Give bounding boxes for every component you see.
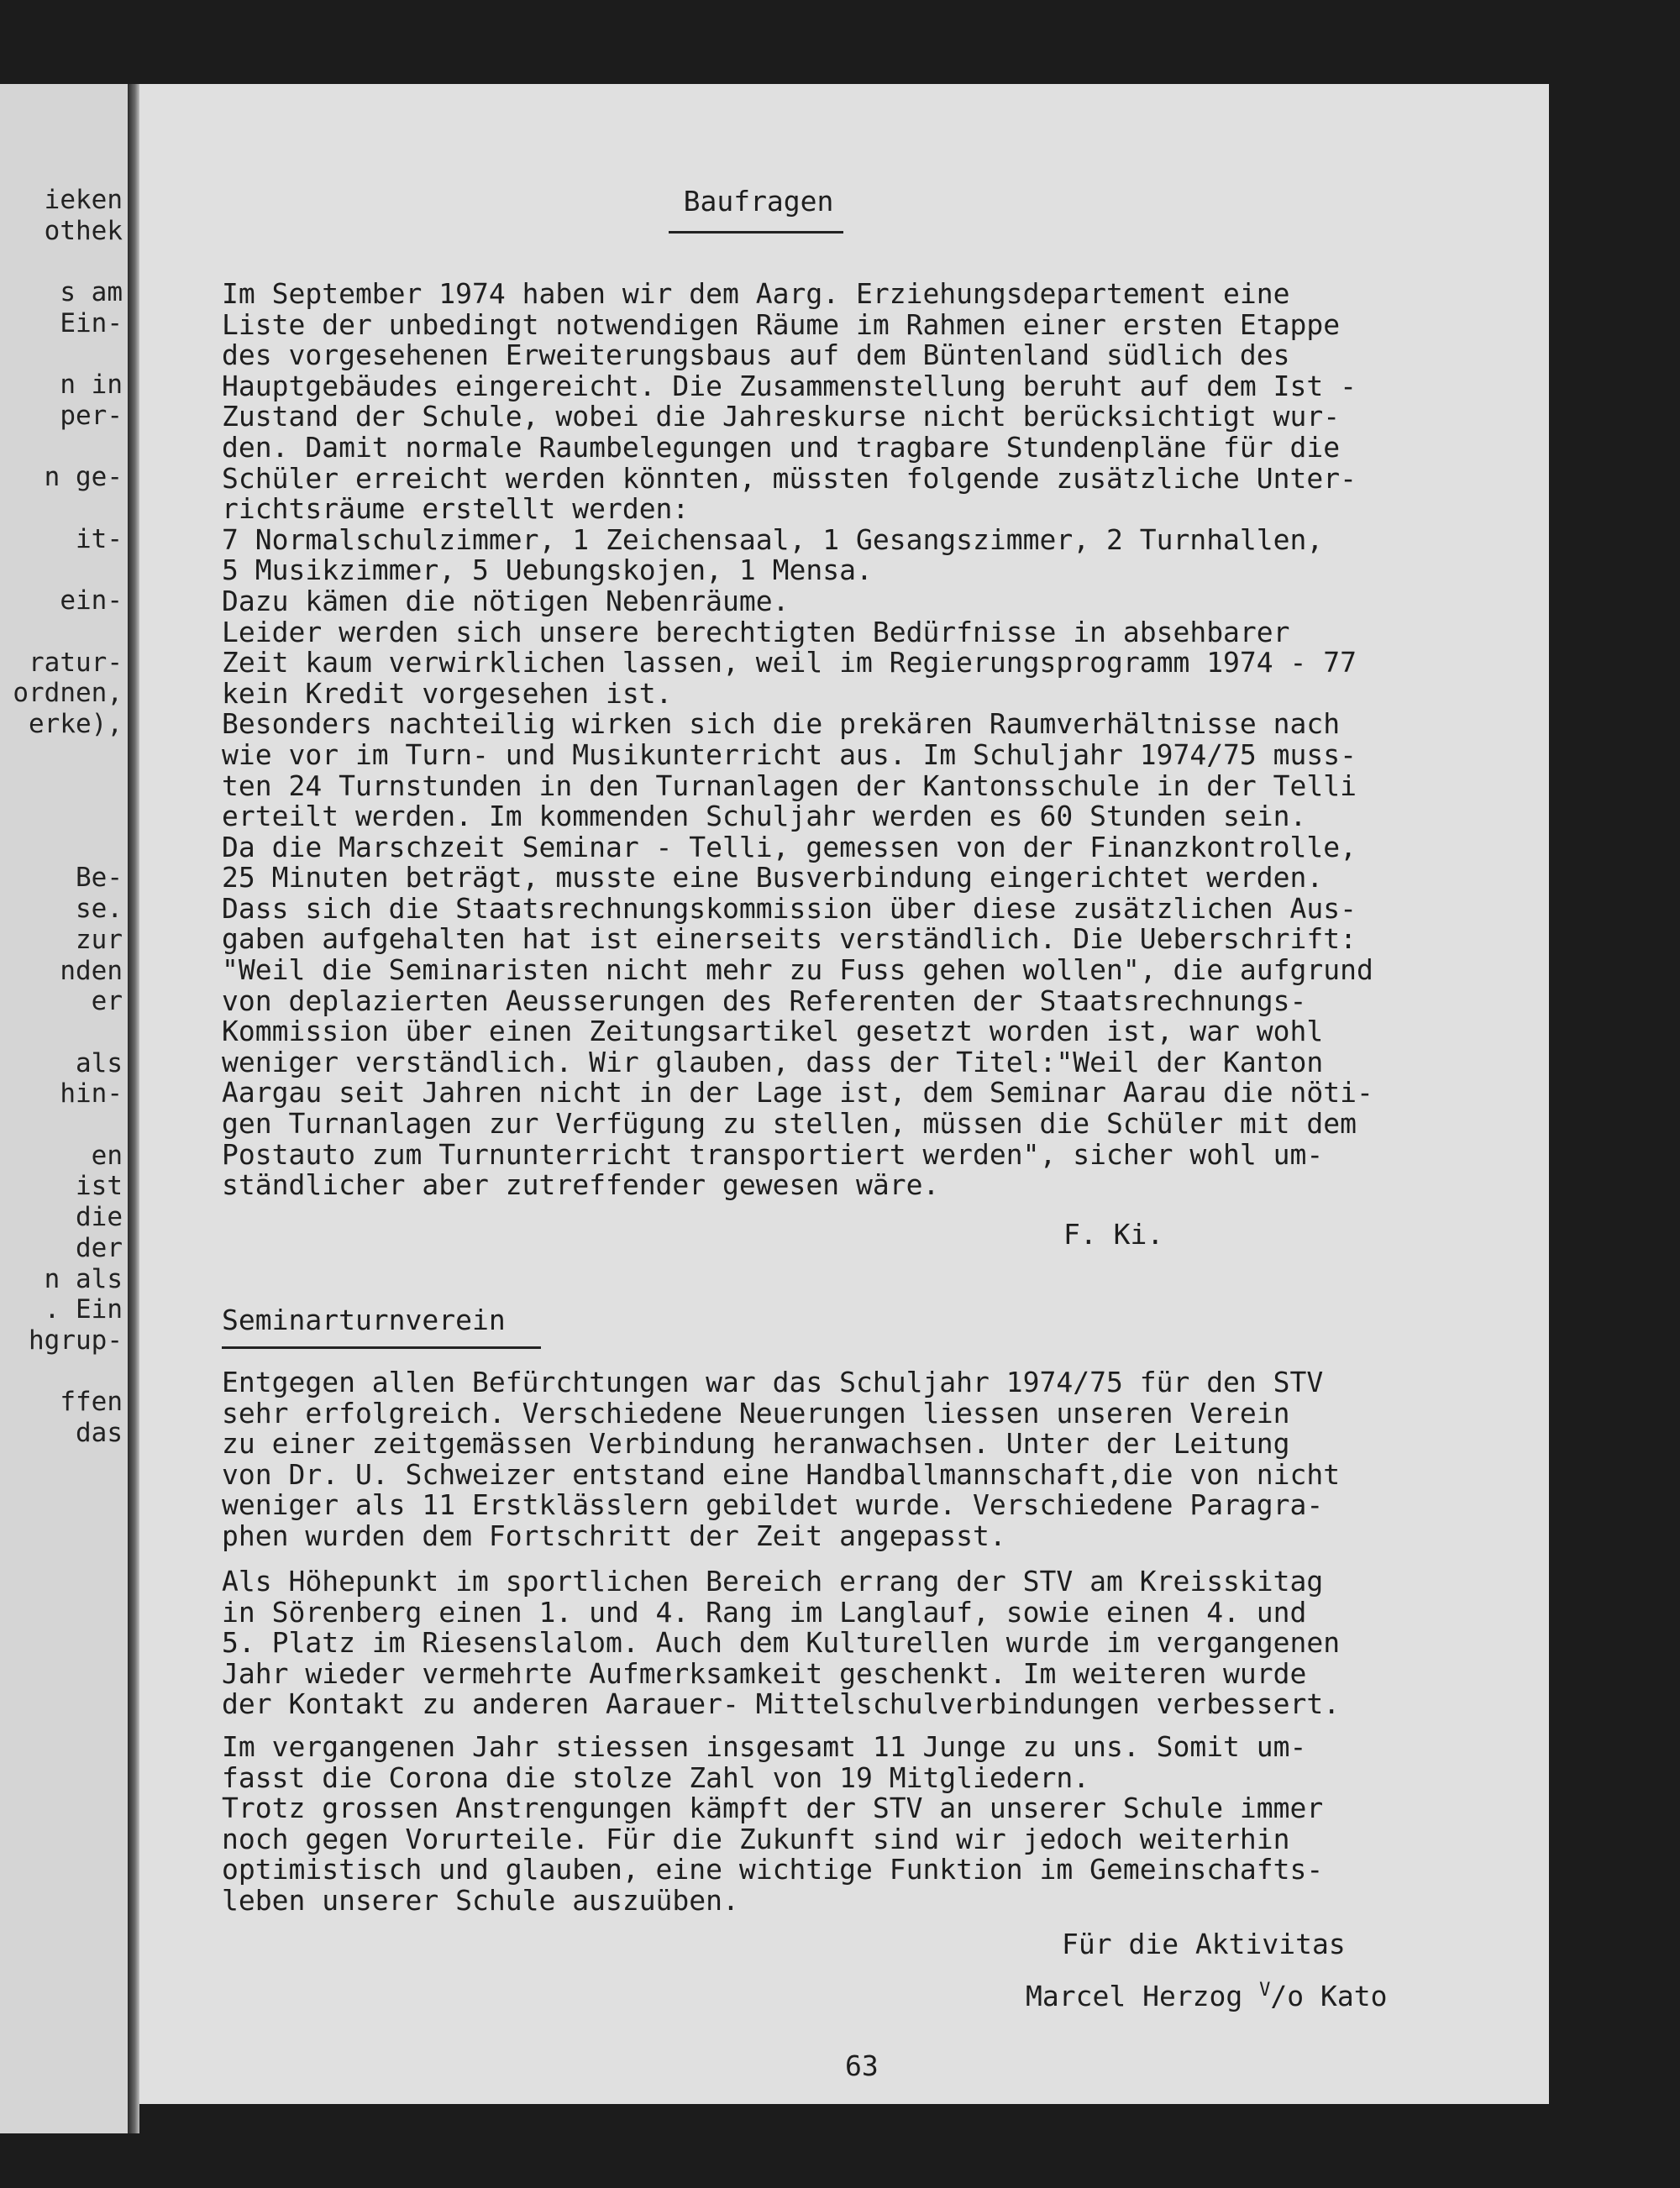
left-page-fragment: n in	[60, 370, 123, 401]
paragraph-hoehepunkt: Als Höhepunkt im sportlichen Bereich errang der STV am Kreisskitag in Sörenberg einen 1. und 4. Rang im Langlauf, sowie einen 4. und 5. Platz im Riesenslalom. Auch dem Kulturellen wurde im vergangenen Jahr wieder vermehrte Aufmerksamkeit geschenkt. Im weiteren wurde der Kontakt zu anderen Aarauer- Mittelschulverbindungen verbessert.	[222, 1565, 1341, 1721]
left-page-fragment: als	[76, 1047, 123, 1078]
left-page-fragment: it-	[76, 523, 123, 554]
left-page-fragment: ffen	[60, 1387, 123, 1418]
signature-vulgo: /o Kato	[1270, 1980, 1388, 2012]
left-page-fragment: hgrup-	[29, 1325, 123, 1356]
left-page-fragment: zur	[76, 924, 123, 955]
left-page-edge	[0, 84, 133, 2133]
left-page-fragment: se.	[76, 894, 123, 925]
left-page-fragment: Ein-	[60, 307, 123, 338]
paragraph-mitglieder: Im vergangenen Jahr stiessen insgesamt 11 Junge zu uns. Somit um- fasst die Corona die stolze Zahl von 19 Mitgliedern. Trotz grossen Anstrengungen kämpft der STV an unserer Schule immer noch gegen Vorurteile. Für die Zukunft sind wir jedoch weiterhin optimistisch und glauben, eine wichtige Funktion im Gemeinschafts- leben unserer Schule auszuüben.	[222, 1730, 1324, 1917]
article-title-seminarturnverein: Seminarturnverein	[222, 1304, 506, 1336]
signature-f-ki: F. Ki.	[1063, 1218, 1164, 1251]
paragraph-erfolge: Entgegen allen Befürchtungen war das Schuljahr 1974/75 für den STV sehr erfolgreich. Verschiedene Neuerungen liessen unseren Verein zu einer zeitgemässen Verbindung heranwachsen. Unter der Leitung von Dr. U. Schweizer entstand eine Handballmannschaft,die von nicht weniger als 11 Erstklässlern gebildet wurde. Verschiedene Paragra- phen wurden dem Fortschritt der Zeit angepasst.	[222, 1366, 1341, 1552]
signature-person: Marcel Herzog	[1026, 1980, 1243, 2012]
left-page-fragment: das	[76, 1418, 123, 1448]
left-page-fragment: ieken	[44, 185, 123, 215]
left-page-fragment: per-	[60, 400, 123, 431]
signature-aktivitas: Für die Aktivitas	[1062, 1928, 1346, 1960]
article-body-baufragen: Im September 1974 haben wir dem Aarg. Erziehungsdepartement eine Liste der unbedingt notwendigen Räume im Rahmen einer ersten Etappe des vorgesehenen Erweiterungsbaus auf dem Büntenland südlich des Hauptgebäudes eingereicht. Die Zusammenstellung beruht auf dem Ist - Zustand der Schule, wobei die Jahreskurse nicht berücksichtigt wur- den. Damit normale Raumbelegungen und tragbare Stundenpläne für die Schüler erreicht werden könnten, müssten folgende zusätzliche Unter- richtsräume erstellt werden: 7 Normalschulzimmer, 1 Zeichensaal, 1 Gesangszimmer, 2 Turnhallen, 5 Musikzimmer, 5 Uebungskojen, 1 Mensa. Dazu kämen die nötigen Nebenräume. Leider werden sich unsere berechtigten Bedürfnisse in absehbarer Zeit kaum verwirklichen lassen, weil im Regierungsprogramm 1974 - 77 kein Kredit vorgesehen ist. Besonders nachteilig wirken sich die prekären Raumverhältnisse nach wie vor im Turn- und Musikunterricht aus. Im Schuljahr 1974/75 muss- ten 24 Turnstunden in den Turnanlagen der Kantonsschule in der Telli erteilt werden. Im kommenden Schuljahr werden es 60 Stunden sein. Da die Marschzeit Seminar - Telli, gemessen von der Finanzkontrolle, 25 Minuten beträgt, musste eine Busverbindung eingerichtet werden. Dass sich die Staatsrechnungskommission über diese zusätzlichen Aus- gaben aufgehalten hat ist einerseits verständlich. Die Ueberschrift: "Weil die Seminaristen nicht mehr zu Fuss gehen wollen", die aufgrund von deplazierten Aeusserungen des Referenten der Staatsrechnungs- Kommission über einen Zeitungsartikel gesetzt worden ist, war wohl weniger verständlich. Wir glauben, dass der Titel:"Weil der Kanton Aargau seit Jahren nicht in der Lage ist, dem Seminar Aarau die nöti- gen Turnanlagen zur Verfügung zu stellen, müssen die Schüler mit dem Postauto zum Turnunterricht transportiert werden", sicher wohl um- ständlicher aber zutreffender gewesen wäre.	[222, 277, 1373, 1202]
left-page-fragment: ordnen,	[13, 678, 123, 709]
book-gutter	[128, 84, 139, 2133]
left-page-fragment: die	[76, 1202, 123, 1233]
left-page-fragment: ratur-	[29, 647, 123, 678]
left-page-fragment: er	[91, 986, 123, 1017]
signature-name	[1026, 1974, 1387, 2013]
left-page-fragment: othek	[44, 215, 123, 246]
left-page-fragment: ein-	[60, 585, 123, 617]
left-page-fragment: . Ein	[44, 1294, 123, 1325]
signature-superscript: V	[1259, 1980, 1271, 2001]
left-page-fragment: der	[76, 1232, 123, 1263]
left-page-fragment: hin-	[60, 1078, 123, 1110]
left-page-fragment: nden	[60, 955, 123, 986]
left-page-fragment: erke),	[29, 708, 123, 739]
left-page-fragment: n als	[44, 1263, 123, 1294]
right-page	[139, 84, 1549, 2104]
left-page-fragment: Be-	[76, 863, 123, 894]
left-page-fragment: n ge-	[44, 462, 123, 493]
left-page-fragment: s am	[60, 277, 123, 308]
page-number: 63	[845, 2049, 879, 2082]
left-page-fragment: ist	[76, 1171, 123, 1202]
article-title-baufragen: Baufragen	[683, 185, 834, 218]
heading-underline	[222, 1346, 541, 1349]
title-underline	[669, 231, 843, 233]
left-page-fragment: en	[91, 1140, 123, 1171]
